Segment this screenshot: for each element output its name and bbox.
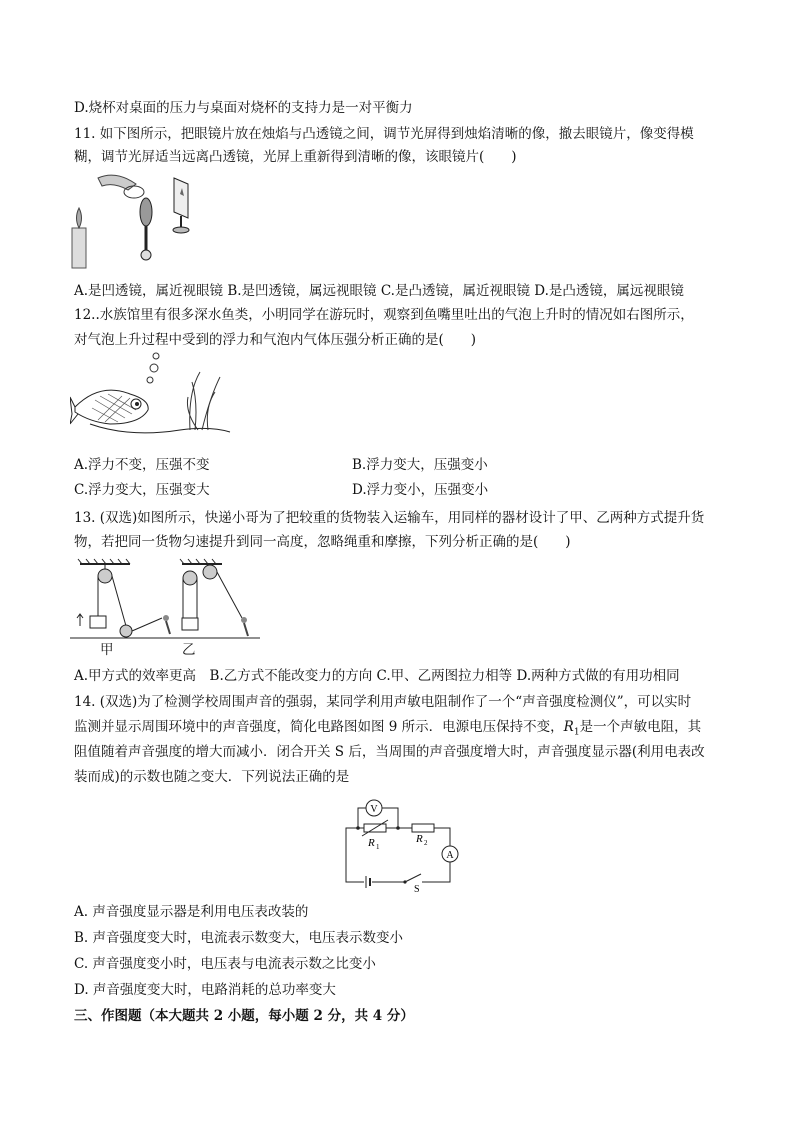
- q13-stem-line2: 物，若把同一货物匀速提升到同一高度，忽略绳重和摩擦，下列分析正确的是( ): [74, 534, 571, 550]
- q13-stem-line1: 13. (双选)如图所示，快递小哥为了把较重的货物装入运输车，用同样的器材设计了甲、乙两种方式提升货: [74, 510, 705, 526]
- light-screen: [174, 178, 188, 218]
- q11-options: A.是凹透镜，属近视眼镜 B.是凹透镜，属远视眼镜 C.是凸透镜，属近视眼镜 D.是凸透镜，属远视眼镜: [74, 283, 684, 299]
- q14-stem-line4: 装而成)的示数也随之变大．下列说法正确的是: [74, 769, 350, 785]
- seaweed: [187, 372, 220, 430]
- q11-stem-line1: 11. 如下图所示，把眼镜片放在烛焰与凸透镜之间，调节光屏得到烛焰清晰的像，撤去眼镜片，像变得模: [74, 126, 694, 142]
- q13-label-yi: 乙: [182, 642, 196, 658]
- fish-bubble-figure: [70, 352, 245, 447]
- svg-text:1: 1: [376, 843, 380, 851]
- svg-text:R: R: [416, 833, 423, 845]
- q12-option-a: A.浮力不变，压强不变: [74, 457, 210, 473]
- worker-yi: [241, 617, 247, 623]
- q12-option-b: B.浮力变大，压强变小: [352, 457, 488, 473]
- q12-stem-line2: 对气泡上升过程中受到的浮力和气泡内气体压强分析正确的是( ): [74, 332, 477, 348]
- bubble-medium: [150, 364, 158, 372]
- resistor-r2: [412, 824, 434, 832]
- q13-options: A.甲方式的效率更高 B.乙方式不能改变力的方向 C.甲、乙两图拉力相等 D.两种方式做的有用功相同: [74, 668, 680, 684]
- bubble-top: [153, 353, 159, 359]
- candle-flame: [77, 208, 82, 228]
- bubble-small: [147, 377, 153, 383]
- circuit-wire: [346, 828, 450, 882]
- q14-stem-line2: 监测并显示周围环境中的声音强度，简化电路图如图 9 所示．电源电压保持不变，$R_1$是一个声敏电阻，其: [74, 719, 702, 738]
- q14-option-c: C. 声音强度变小时，电压表与电流表示数之比变小: [74, 956, 376, 972]
- lens-experiment-figure: [66, 170, 206, 275]
- candle-body: [72, 228, 86, 268]
- pulley-fixed-yi: [203, 565, 217, 579]
- svg-text:S: S: [414, 884, 420, 892]
- q10-option-d: D.烧杯对桌面的压力与桌面对烧杯的支持力是一对平衡力: [74, 100, 413, 116]
- q14-stem-line1: 14. (双选)为了检测学校周围声音的强弱，某同学利用声敏电阻制作了一个“声音强度检测仪”，可以实时: [74, 694, 692, 710]
- section3-title: 三、作图题（本大题共 2 小题，每小题 2 分，共 4 分）: [74, 1008, 414, 1024]
- q11-stem-line2: 糊，调节光屏适当远离凸透镜，光屏上重新得到清晰的像，该眼镜片( ): [74, 149, 517, 165]
- cargo-jia: [90, 616, 106, 628]
- svg-text:2: 2: [424, 839, 428, 847]
- circuit-diagram: [338, 792, 463, 892]
- q14-option-d: D. 声音强度变大时，电路消耗的总功率变大: [74, 982, 336, 998]
- q12-option-c: C.浮力变大，压强变大: [74, 482, 210, 498]
- svg-text:R: R: [368, 837, 375, 849]
- worker-jia: [163, 615, 169, 621]
- cargo-yi: [182, 618, 198, 630]
- convex-lens: [140, 198, 152, 226]
- pulley-figure: [70, 556, 260, 656]
- eyeglass-lens: [124, 186, 144, 198]
- pulley-fixed-jia: [98, 569, 112, 583]
- voltmeter-label: V: [370, 804, 378, 815]
- q14-option-b: B. 声音强度变大时，电流表示数变大，电压表示数变小: [74, 930, 404, 946]
- q14-stem-line3: 阻值随着声音强度的增大而减小．闭合开关 S 后，当周围的声音强度增大时，声音强度显示器(利用电表改: [74, 744, 705, 760]
- ammeter-label: A: [446, 850, 454, 861]
- q14-option-a: A. 声音强度显示器是利用电压表改装的: [74, 904, 309, 920]
- q12-stem-line1: 12..水族馆里有很多深水鱼类，小明同学在游玩时，观察到鱼嘴里吐出的气泡上升时的情况如右图所示，: [74, 307, 694, 323]
- q12-option-d: D.浮力变小，压强变小: [352, 482, 489, 498]
- q13-label-jia: 甲: [100, 642, 114, 658]
